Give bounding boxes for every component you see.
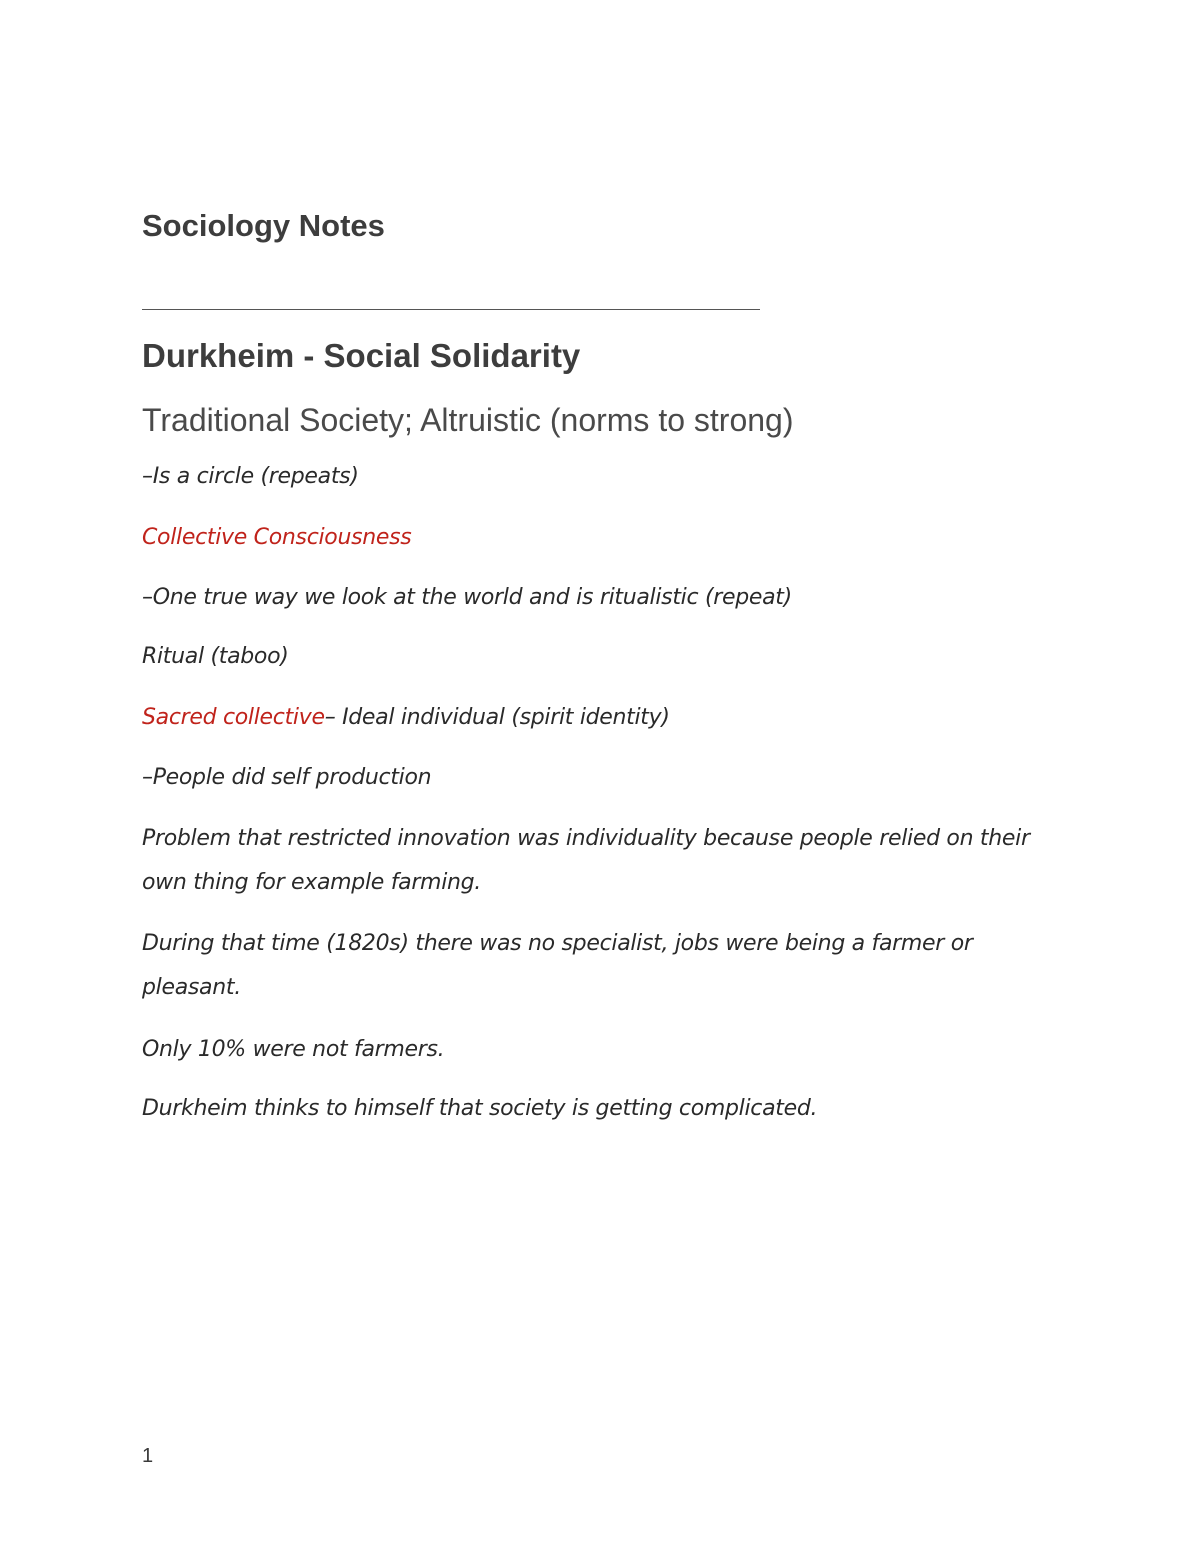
note-line-collective-consciousness: Collective Consciousness [142,525,412,550]
section-heading: Durkheim - Social Solidarity [142,337,581,374]
note-paragraph-during-that-time: During that time (1820s) there was no specialist, jobs were being a farmer or pleasant. [142,931,973,1000]
page-number: 1 [142,1445,154,1467]
note-line-sacred-collective [142,705,670,730]
section-subheading: Traditional Society; Altruistic (norms to strong) [142,402,794,438]
document-title: Sociology Notes [142,208,385,243]
note-line-circle: –Is a circle (repeats) [142,464,359,489]
note-line-one-true-way: –One true way we look at the world and is ritualistic (repeat) [142,585,792,610]
note-paragraph-problem: Problem that restricted innovation was individuality because people relied on their own thing for example farming. [142,826,1030,895]
note-line-ritual: Ritual (taboo) [142,644,289,669]
sacred-collective-term: Sacred collective [142,705,325,730]
note-line-durkheim-thinks: Durkheim thinks to himself that society is getting complicated. [142,1096,818,1121]
title-divider [142,309,760,310]
note-line-only-ten-percent: Only 10% were not farmers. [142,1037,445,1062]
note-line-self-production: –People did self production [142,765,432,790]
sacred-collective-definition: – Ideal individual (spirit identity) [324,705,670,730]
